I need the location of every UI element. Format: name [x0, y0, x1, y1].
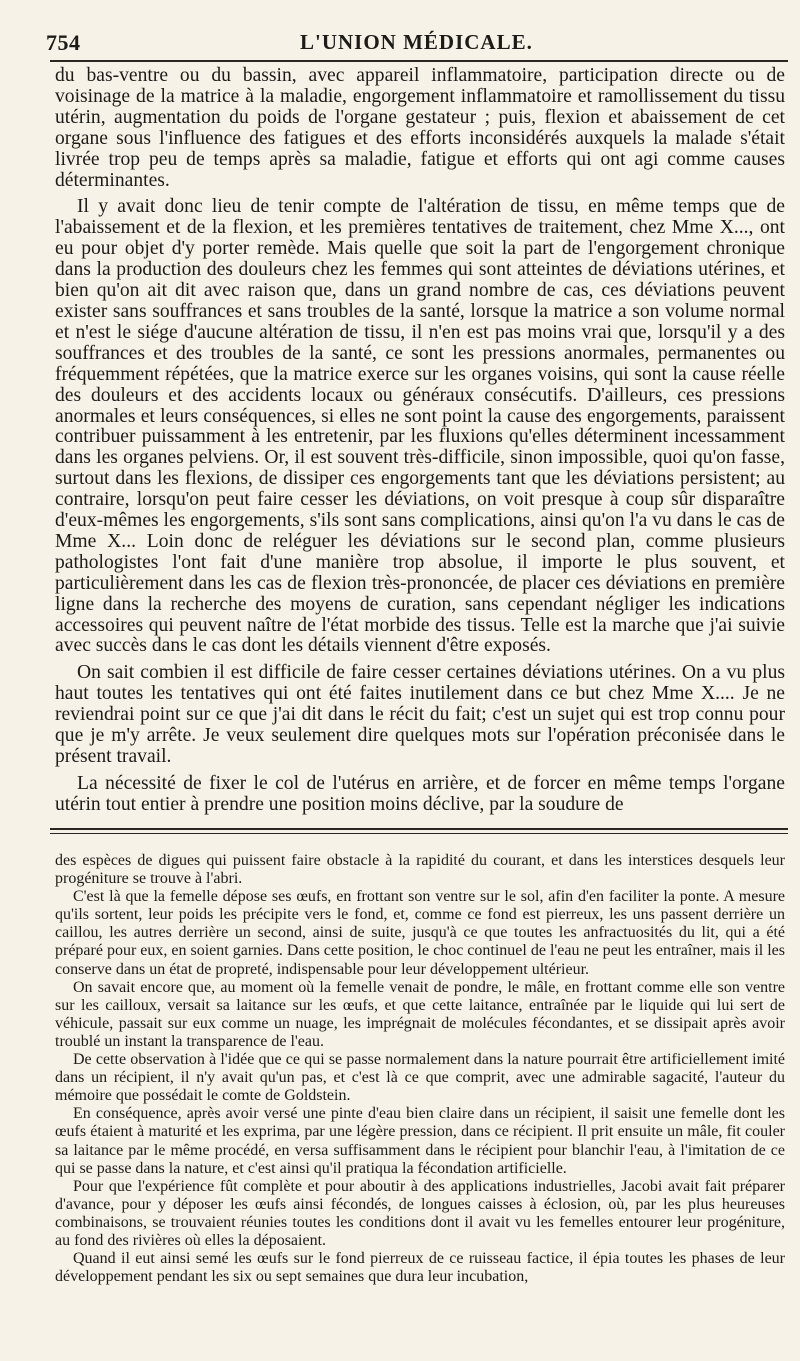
- feuilleton-paragraph: En conséquence, après avoir versé une pinte d'eau bien claire dans un récipient, il saisit une femelle dont les œufs étaient à maturité et les exprima, par une légère pression, dans ce récipient. Il prit ensuite un mâle, fit couler sa laitance par le même procédé, en versa suffisamment dans le récipient pour blanchir l'eau, à l'imitation de ce qui se passe dans la nature, et c'est ainsi qu'il pratiqua la fécondation artificielle.: [55, 1105, 785, 1177]
- main-paragraph: La nécessité de fixer le col de l'utérus en arrière, et de forcer en même temps l'organe utérin tout entier à prendre une position moins déclive, par la soudure de: [55, 772, 785, 815]
- page-header: [0, 22, 800, 62]
- main-paragraph: On sait combien il est difficile de faire cesser certaines déviations utérines. On a vu plus haut toutes les tentatives qui ont été faites inutilement dans ce but chez Mme X.... Je ne reviendrai point sur ce que j'ai dit dans le récit du fait; c'est un sujet qui est trop connu pour que je m'y arrête. Je veux seulement dire quelques mots sur l'opération préconisée dans le présent travail.: [55, 662, 785, 767]
- feuilleton-text: [55, 852, 785, 1286]
- feuilleton-paragraph: De cette observation à l'idée que ce qui se passe normalement dans la nature pourrait être artificiellement imité dans un récipient, il n'y avait qu'un pas, et c'est là ce que comprit, avec une admirable sagacité, l'auteur du mémoire que possédait le comte de Goldstein.: [55, 1051, 785, 1105]
- running-title: L'UNION MÉDICALE.: [300, 30, 533, 54]
- feuilleton-paragraph: Pour que l'expérience fût complète et pour aboutir à des applications industrielles, Jacobi avait fait préparer d'avance, pour y déposer les œufs ainsi fécondés, de longues caisses à éclosion, où, par les plus heureuses combinaisons, se trouvaient réunies toutes les conditions dont il avait vu les femelles entourer leur progéniture, au fond des rivières où elles la déposaient.: [55, 1177, 785, 1249]
- main-paragraph: Il y avait donc lieu de tenir compte de l'altération de tissu, en même temps que de l'abaissement et de la flexion, et les premières tentatives de traitement, chez Mme X..., ont eu pour objet d'y porter remède. Mais quelle que soit la part de l'engorgement chronique dans la production des douleurs chez les femmes qui sont atteintes de déviations utérines, et bien qu'on ait dit avec raison que, dans un grand nombre de cas, ces déviations peuvent exister sans souffrances et sans troubles de la santé, lorsque la matrice a son volume normal et n'est le siége d'aucune altération de tissu, il n'en est pas moins vrai que, lorsqu'il y a des souffrances et des troubles de la santé, ce sont les pressions anormales, permanentes ou fréquemment répétées, que la matrice exerce sur les organes voisins, qui sont la cause réelle des douleurs et des accidents locaux ou généraux consécutifs. D'ailleurs, ces pressions anormales et leurs conséquences, si elles ne sont point la cause des engorgements, paraissent contribuer puissamment à les entretenir, par les fluxions qu'elles déterminent incessamment dans les organes pelviens. Or, il est souvent très-difficile, sinon impossible, quoi qu'on fasse, surtout dans les flexions, de dissiper ces engorgements tant que les déviations persistent; au contraire, lorsqu'on peut faire cesser les déviations, on voit presque à coup sûr disparaître d'eux-mêmes les engorgements, s'ils sont sans complications, ainsi qu'on l'a vu dans le cas de Mme X... Loin donc de reléguer les déviations sur le second plan, comme plusieurs pathologistes l'ont fait d'une manière trop absolue, il importe le plus souvent, et particulièrement dans les cas de flexion très-prononcée, de placer ces déviations en première ligne dans la recherche des moyens de curation, sans cependant négliger les indications accessoires qui peuvent naître de l'état morbide des tissus. Telle est la marche que j'ai suivie avec succès dans le cas dont les détails viennent d'être exposés.: [55, 196, 785, 657]
- main-paragraph: du bas-ventre ou du bassin, avec appareil inflammatoire, participation directe ou de voisinage de la matrice à la maladie, engorgement inflammatoire et ramollissement du tissu utérin, augmentation du poids de l'organe gestateur ; puis, flexion et abaissement de cet organe sous l'influence des fatigues et des efforts inconsidérés auxquels la malade s'était livrée trop peu de temps après sa maladie, fatigue et efforts qui ont agi comme causes déterminantes.: [55, 65, 785, 191]
- feuilleton-separator: [50, 828, 788, 834]
- feuilleton-paragraph: des espèces de digues qui puissent faire obstacle à la rapidité du courant, et dans les interstices desquels leur progéniture se trouve à l'abri.: [55, 852, 785, 888]
- feuilleton-paragraph: On savait encore que, au moment où la femelle venait de pondre, le mâle, en frottant comme elle son ventre sur les cailloux, versait sa laitance sur les œufs, et que cette laitance, entraînée par le liquide qui lui sert de véhicule, passait sur eux comme un nuage, les imprégnait de molécules fécondantes, et se dissipait après avoir troublé un instant la transparence de l'eau.: [55, 978, 785, 1050]
- main-text: [55, 66, 785, 822]
- page-number: 754: [46, 30, 81, 55]
- feuilleton-paragraph: C'est là que la femelle dépose ses œufs, en frottant son ventre sur le sol, afin d'en faciliter la ponte. A mesure qu'ils sortent, leur poids les précipite vers le fond, et, comme ce fond est pierreux, les uns passent derrière un caillou, les autres derrière un second, ainsi de suite, jusqu'à ce que toutes les anfractuosités du lit, qui a été préparé pour eux, en soient garnies. Dans cette position, le choc continuel de l'eau ne peut les entraîner, mais il les conserve dans un état de propreté, indispensable pour leur développement ultérieur.: [55, 888, 785, 978]
- feuilleton-paragraph: Quand il eut ainsi semé les œufs sur le fond pierreux de ce ruisseau factice, il épia toutes les phases de leur développement pendant les six ou sept semaines que dura leur incubation,: [55, 1250, 785, 1286]
- header-rule: [50, 60, 788, 62]
